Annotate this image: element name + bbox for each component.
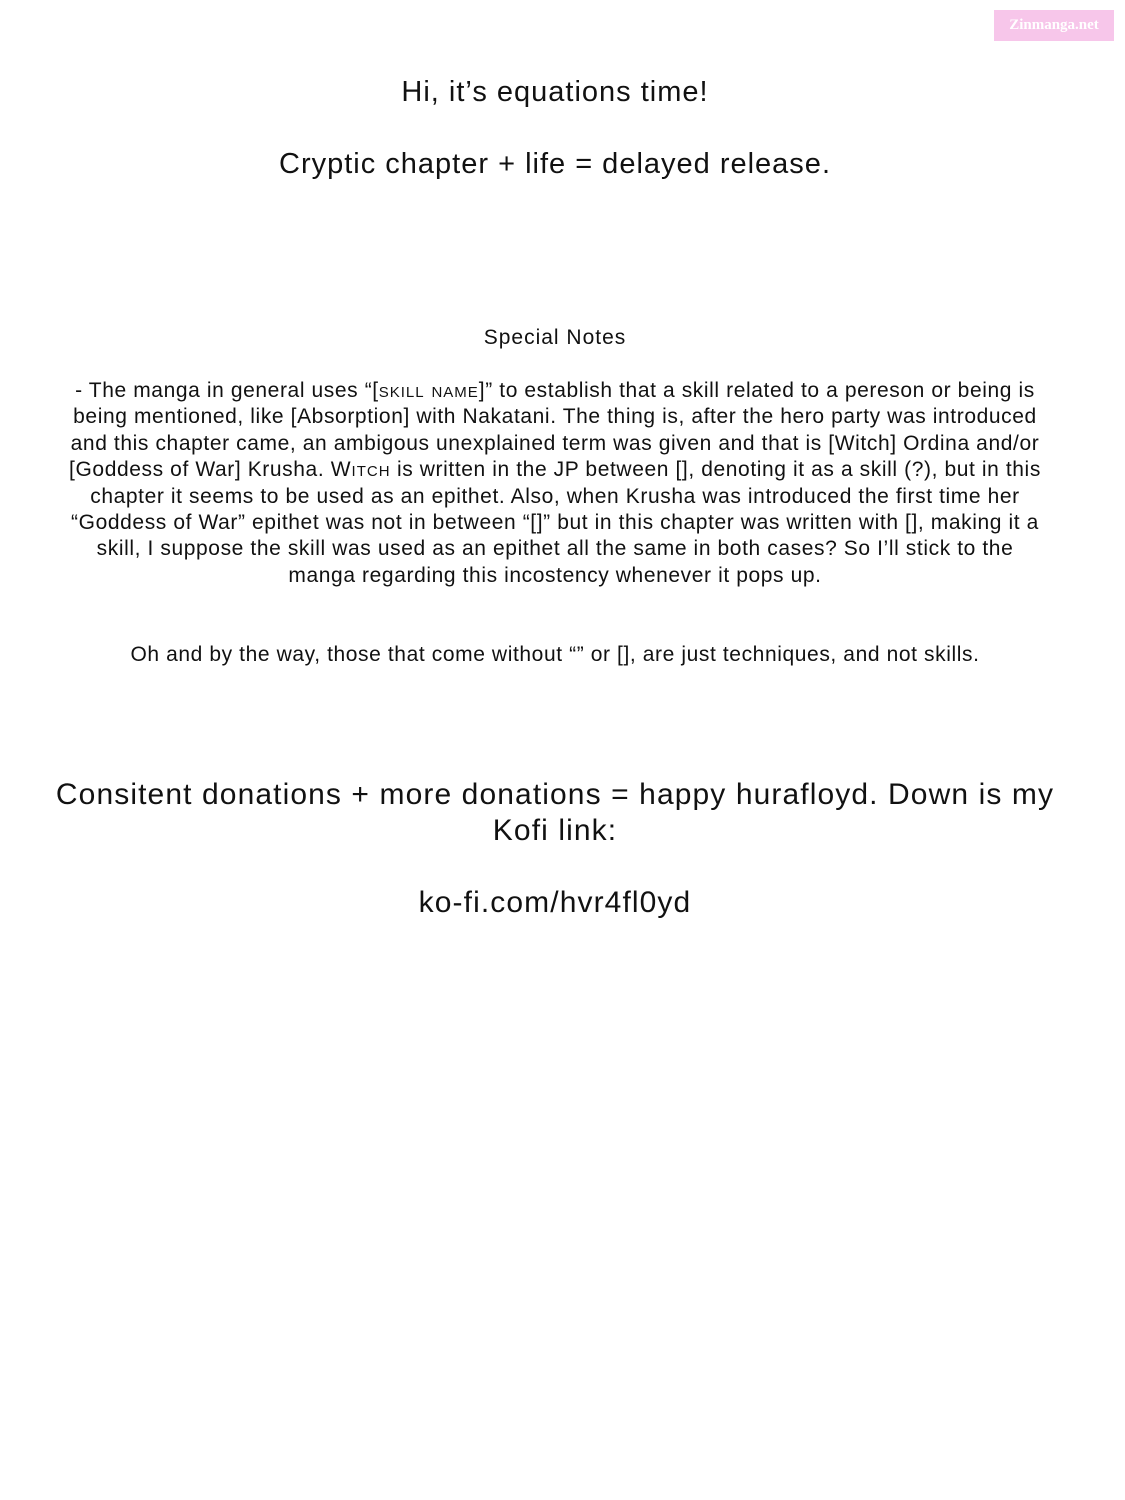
donation-message: Consitent donations + more donations = happy hurafloyd. Down is my Kofi link: (55, 778, 1055, 847)
notes-text: - The manga in general uses “[ (75, 379, 379, 402)
special-notes-paragraph (60, 378, 1050, 589)
notes-text: ]” to establish that a skill related to a pereson or being is being mentioned, like [Absorption] with Nakatani. The thing is, after the hero party was introduced and this chapter came, an ambigous unexplained term was given and that is [Witch] Ordina and/or [Goddess of War] Krusha. (69, 379, 1040, 482)
notes-skill-name: skill name (378, 379, 479, 402)
notes-text: is written in the JP between [], denoting it as a skill (?), but in this chapter it seems to be used as an epithet. Also, when Krusha was introduced the first time her “Goddess of War” epithet was not in between “[]” but in this chapter was written with [], making it a skill, I suppose the skill was used as an epithet all the same in both cases? So I’ll stick to the manga regarding this incostency whenever it pops up. (71, 458, 1041, 587)
heading-equations: Hi, it’s equations time! (401, 76, 709, 108)
techniques-note: Oh and by the way, those that come without “” or [], are just techniques, and not skills. (130, 643, 980, 666)
notes-witch-term: Witch (330, 458, 391, 482)
heading-delayed-release: Cryptic chapter + life = delayed release. (279, 148, 831, 180)
kofi-link[interactable]: ko-fi.com/hvr4fl0yd (418, 886, 692, 919)
watermark-logo: Zinmanga.net (994, 10, 1114, 41)
special-notes-heading: Special Notes (483, 326, 627, 349)
